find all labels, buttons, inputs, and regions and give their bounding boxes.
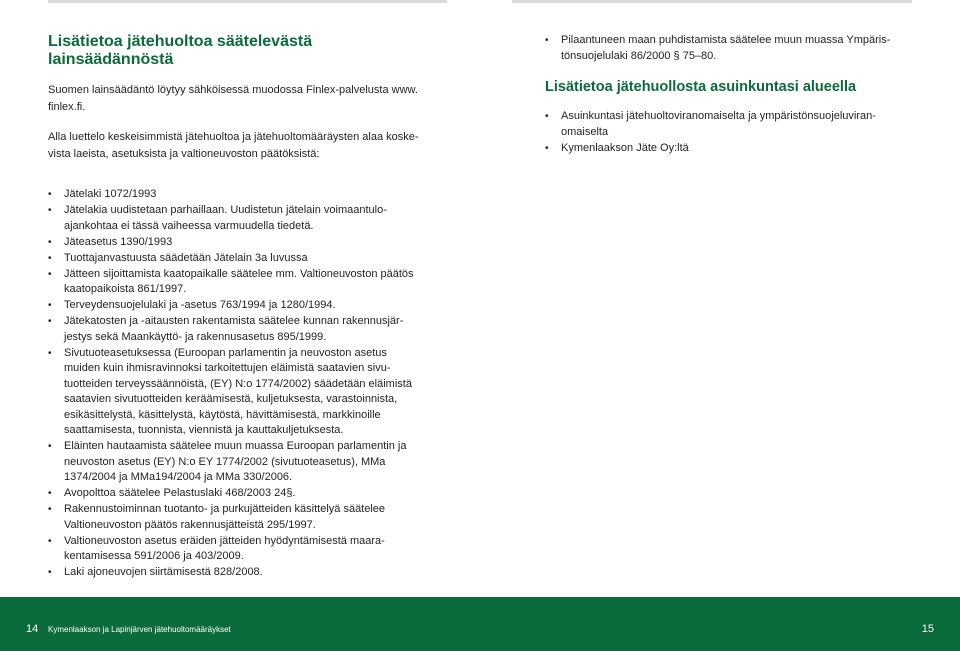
list-item-text: Laki ajoneuvojen siirtämisestä 828/2008. bbox=[64, 566, 263, 578]
list-item bbox=[48, 534, 420, 565]
intro-finlex: Suomen lainsäädäntö löytyy sähköisessä muodossa Finlex-palvelusta www. finlex.fi. bbox=[48, 84, 418, 113]
bullet-icon: • bbox=[48, 567, 52, 578]
right-column bbox=[545, 33, 917, 157]
footer-band bbox=[0, 597, 960, 651]
list-item-text: Jätekatosten ja -aitausten rakentamista säätelee kunnan rakennusjärjestys sekä Maankäyttö- ja rakennusasetus 895/1999. bbox=[64, 315, 404, 343]
list-item-text: Terveydensuojelulaki ja -asetus 763/1994 ja 1280/1994. bbox=[64, 299, 336, 311]
bullet-icon: • bbox=[48, 268, 52, 280]
page-number-right: 15 bbox=[921, 623, 934, 635]
top-rule-left bbox=[48, 0, 447, 3]
bullet-icon: • bbox=[48, 535, 52, 547]
list-item bbox=[545, 141, 917, 157]
law-list bbox=[48, 187, 420, 581]
list-item bbox=[48, 298, 420, 314]
list-item-text: Avopolttoa säätelee Pelastuslaki 468/2003 24§. bbox=[64, 487, 296, 499]
list-item-text: Jätteen sijoittamista kaatopaikalle säätelee mm. Valtioneuvoston päätös kaatopaikoista 861/1997. bbox=[64, 267, 414, 295]
list-item-text: Pilaantuneen maan puhdistamista säätelee muun muassa Ympäristönsuojelulaki 86/2000 § 75–80. bbox=[561, 34, 891, 62]
contacts-list bbox=[545, 109, 917, 156]
list-item-text: Rakennustoiminnan tuotanto- ja purkujätteiden käsittelyä säätelee Valtioneuvoston päätös rakennusjätteistä 295/1997. bbox=[64, 503, 386, 531]
list-item-text: Tuottajanvastuusta säädetään Jätelain 3a luvussa bbox=[64, 251, 308, 264]
bullet-icon: • bbox=[48, 300, 52, 311]
list-item bbox=[48, 346, 420, 439]
list-item bbox=[48, 502, 420, 533]
bullet-icon: • bbox=[48, 252, 52, 264]
list-item-text: Sivutuoteasetuksessa (Euroopan parlamentin ja neuvoston asetus muiden kuin ihmisravinnoksi tarkoitettujen eläimistä saatavien sivutuotteiden terveyssäännöistä, (EY) N:o 1774/2002) säädetään eläimistä saatavien sivutuotteiden keräämisestä, kuljetuksesta, varastoinnista, esikäsittelystä, käsittelystä, käytöstä, hävittämisestä, markkinoille saattamisesta, tuonnista, viennistä ja kauttakuljetuksesta. bbox=[64, 346, 412, 436]
list-item bbox=[48, 314, 420, 345]
left-column bbox=[48, 33, 420, 581]
list-item bbox=[48, 235, 420, 251]
list-item bbox=[545, 33, 917, 64]
page-number-left: 14 bbox=[26, 623, 39, 635]
bullet-icon: • bbox=[48, 205, 52, 216]
intro-list-description: Alla luettelo keskeisimmistä jätehuoltoa ja jätehuoltomääräysten alaa koskevista laeista, asetuksista ja valtioneuvoston päätöksistä: bbox=[48, 131, 419, 160]
bullet-icon: • bbox=[545, 35, 549, 46]
bullet-icon: • bbox=[48, 488, 52, 499]
right-heading: Lisätietoa jätehuollosta asuinkuntasi alueella bbox=[545, 79, 857, 95]
list-item-text: Kymenlaakson Jäte Oy:ltä bbox=[561, 141, 689, 154]
list-item bbox=[48, 486, 420, 502]
list-item bbox=[48, 251, 420, 267]
list-item bbox=[48, 203, 420, 234]
list-item-text: Jäteasetus 1390/1993 bbox=[64, 235, 173, 248]
list-item bbox=[48, 439, 420, 486]
bullet-icon: • bbox=[48, 236, 52, 248]
soil-list bbox=[545, 33, 917, 64]
bullet-icon: • bbox=[48, 189, 52, 200]
list-item-text: Eläinten hautaamista säätelee muun muassa Euroopan parlamentin ja neuvoston asetus (EY) N:o EY 1774/2002 (sivutuoteasetus), MMa 1374/2004 ja MMa194/2004 ja MMa 330/2006. bbox=[64, 440, 407, 483]
left-heading: Lisätietoa jätehuoltoa säätelevästä lainsäädännöstä bbox=[48, 33, 313, 68]
bullet-icon: • bbox=[48, 316, 52, 327]
list-item bbox=[48, 187, 420, 203]
list-item-text: Valtioneuvoston asetus eräiden jätteiden hyödyntämisestä maarakentamisessa 591/2006 ja 403/2009. bbox=[64, 534, 385, 562]
list-item bbox=[48, 267, 420, 298]
bullet-icon: • bbox=[48, 441, 52, 452]
bullet-icon: • bbox=[48, 504, 52, 515]
list-item bbox=[545, 109, 917, 140]
footer-title: Kymenlaakson ja Lapinjärven jätehuoltomääräykset bbox=[48, 625, 231, 634]
list-item-text: Jätelaki 1072/1993 bbox=[64, 188, 157, 200]
top-rule-right bbox=[512, 0, 912, 3]
list-item bbox=[48, 565, 420, 581]
list-item-text: Asuinkuntasi jätehuoltoviranomaiselta ja ympäristönsuojeluviranomaiselta bbox=[561, 110, 876, 138]
bullet-icon: • bbox=[48, 347, 52, 359]
list-item-text: Jätelakia uudistetaan parhaillaan. Uudistetun jätelain voimaantuloajankohtaa ei tässä vaiheessa varmuudella tiedetä. bbox=[64, 204, 387, 232]
bullet-icon: • bbox=[545, 111, 549, 122]
bullet-icon: • bbox=[545, 142, 549, 154]
